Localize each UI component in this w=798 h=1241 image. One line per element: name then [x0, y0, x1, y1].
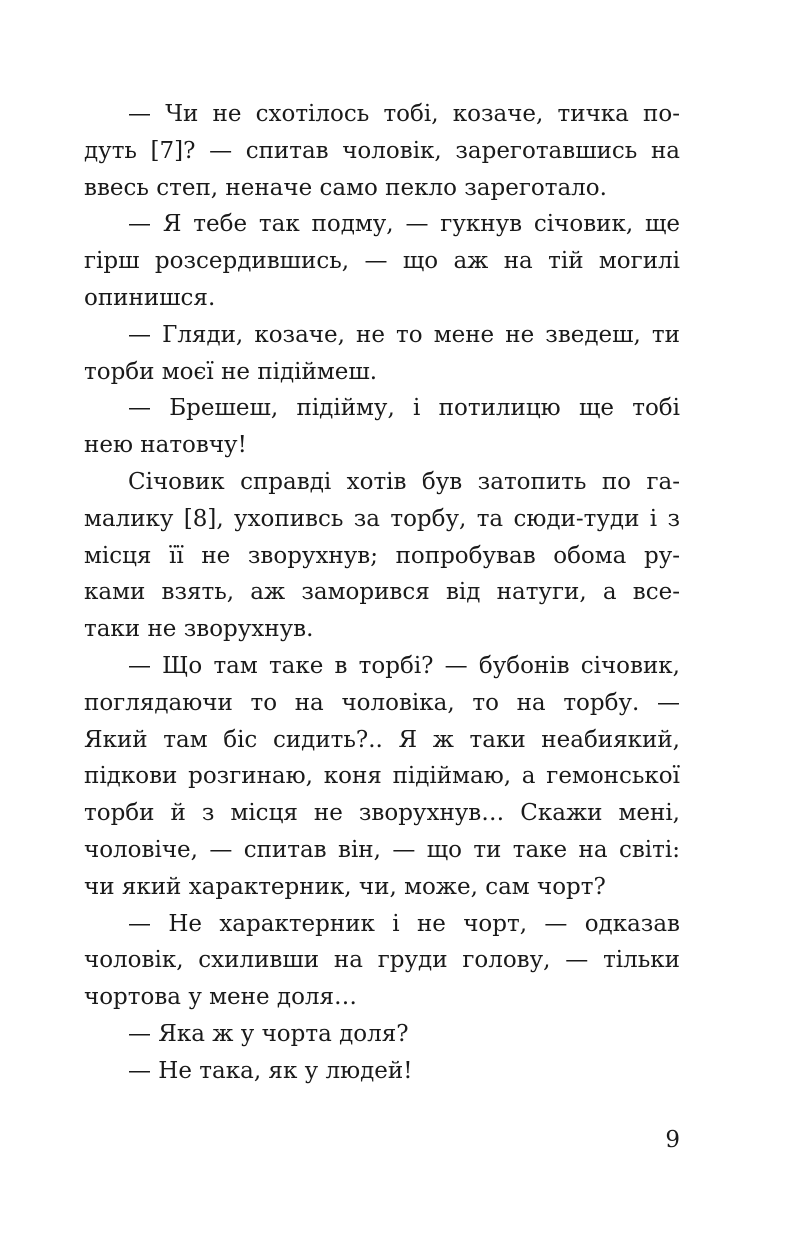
- text-line: дуть [7]? — спитав чоловік, зареготавшись на: [84, 137, 680, 164]
- text-line: — Гляди, козаче, не то мене не зведеш, ти: [128, 321, 680, 348]
- text-line: опинишся.: [84, 284, 216, 311]
- text-line: малику [8], ухопивсь за торбу, та сюди-туди і з: [84, 505, 680, 532]
- text-line: торби й з місця не зворухнув… Скажи мені,: [84, 800, 680, 827]
- text-line: чортова у мене доля…: [84, 984, 358, 1011]
- text-line: — Не така, як у людей!: [128, 1057, 413, 1084]
- text-line: — Брешеш, підійму, і потилицю ще тобі: [128, 395, 680, 422]
- text-line: Який там біс сидить?.. Я ж таки неабиякий,: [84, 726, 680, 753]
- text-line: чи який характерник, чи, може, сам чорт?: [84, 873, 606, 900]
- text-line: — Не характерник і не чорт, — одказав: [128, 910, 680, 937]
- text-line: нею натовчу!: [84, 432, 247, 459]
- text-line: підкови розгинаю, коня підіймаю, а гемонської: [84, 763, 680, 790]
- text-line: чоловіче, — спитав він, — що ти таке на світі:: [84, 836, 680, 863]
- text-line: — Я тебе так подму, — гукнув січовик, ще: [128, 211, 680, 238]
- text-line: ввесь степ, неначе само пекло зареготало.: [84, 174, 607, 201]
- text-line: ками взять, аж заморився від натуги, а все-: [84, 579, 680, 606]
- text-line: Січовик справді хотів був затопить по га-: [128, 468, 680, 495]
- text-line: місця її не зворухнув; попробував обома ру-: [84, 542, 680, 569]
- text-line: чоловік, схиливши на груди голову, — тільки: [84, 947, 680, 974]
- text-line: — Яка ж у чорта доля?: [128, 1020, 409, 1047]
- text-line: торби моєї не підіймеш.: [84, 358, 378, 385]
- page-number: 9: [665, 1127, 680, 1153]
- text-line: таки не зворухнув.: [84, 616, 314, 643]
- text-line: — Чи не схотілось тобі, козаче, тичка по-: [128, 101, 680, 127]
- text-line: — Що там таке в торбі? — бубонів січовик,: [128, 652, 680, 679]
- text-line: поглядаючи то на чоловіка, то на торбу. —: [84, 689, 680, 716]
- body-text: [84, 96, 680, 1090]
- text-line: гірш розсердившись, — що аж на тій могилі: [84, 248, 680, 275]
